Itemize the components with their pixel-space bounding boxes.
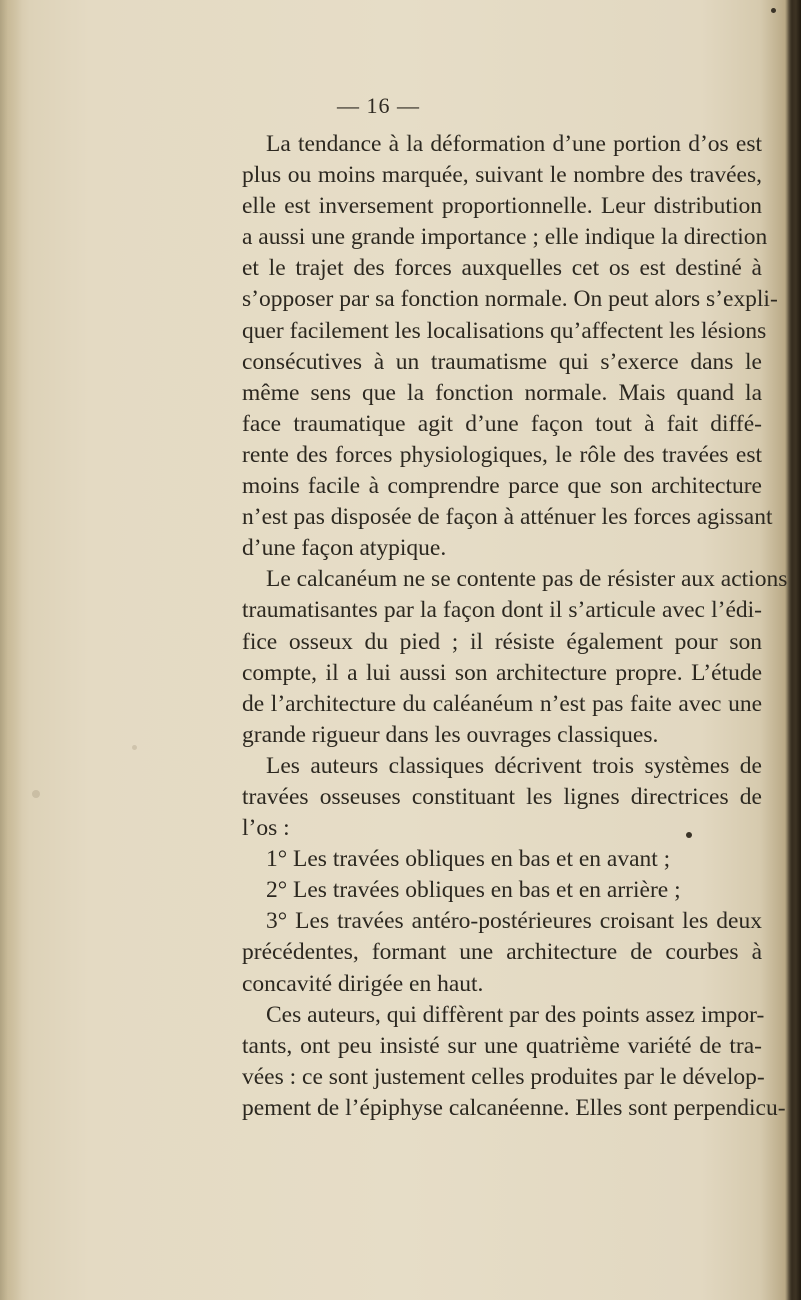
text-line: a aussi une grande importance ; elle indique la direction: [242, 224, 768, 251]
text-line: vées : ce sont justement celles produites par le dévelop-: [242, 1063, 765, 1090]
text-line: face traumatique agit d’une façon tout à fait diffé-: [242, 410, 762, 437]
text-line: La tendance à la déformation d’une portion d’os est: [266, 131, 762, 157]
paper-smudge: [32, 790, 40, 798]
text-line: Les auteurs classiques décrivent trois systèmes de: [266, 752, 762, 779]
text-line: de l’architecture du caléanéum n’est pas faite avec une: [242, 690, 762, 717]
text-line: s’opposer par sa fonction normale. On peut alors s’expli-: [242, 286, 778, 313]
paper-smudge: [132, 745, 137, 750]
text-line: travées osseuses constituant les lignes directrices de: [242, 783, 762, 810]
text-line: fice osseux du pied ; il résiste également pour son: [242, 628, 762, 655]
text-line: d’une façon atypique.: [242, 535, 447, 562]
list-item: 1° Les travées obliques en bas et en avant ;: [266, 846, 671, 873]
text-line: l’os :: [242, 815, 290, 842]
text-line: moins facile à comprendre parce que son architecture: [242, 473, 762, 500]
text-line: quer facilement les localisations qu’affectent les lésions: [242, 317, 767, 344]
text-line: précédentes, formant une architecture de courbes à: [242, 939, 762, 966]
ink-speck: [771, 8, 776, 13]
text-line: Le calcanéum ne se contente pas de résister aux actions: [266, 566, 788, 593]
text-line: concavité dirigée en haut.: [242, 970, 484, 997]
text-line: n’est pas disposée de façon à atténuer les forces agissant: [242, 504, 773, 531]
text-line: rente des forces physiologiques, le rôle des travées est: [242, 441, 762, 468]
text-line: elle est inversement proportionnelle. Leur distribution: [242, 193, 762, 220]
page-left-edge: [0, 0, 22, 1300]
text-line: et le trajet des forces auxquelles cet os est destiné à: [242, 255, 762, 282]
list-item: 2° Les travées obliques en bas et en arrière ;: [266, 877, 681, 904]
text-line: Ces auteurs, qui diffèrent par des points assez impor-: [266, 1001, 765, 1028]
body-text: [242, 129, 788, 1124]
text-line: même sens que la fonction normale. Mais quand la: [242, 379, 762, 406]
text-line: traumatisantes par la façon dont il s’articule avec l’édi-: [242, 597, 762, 624]
text-line: compte, il a lui aussi son architecture propre. L’étude: [242, 659, 762, 686]
text-line: grande rigueur dans les ouvrages classiques.: [242, 721, 659, 748]
page-number: — 16 —: [337, 93, 420, 118]
text-line: pement de l’épiphyse calcanéenne. Elles sont perpendicu-: [242, 1094, 786, 1121]
book-gutter-shadow: [787, 0, 801, 1300]
text-line: consécutives à un traumatisme qui s’exerce dans le: [242, 348, 762, 375]
text-line: plus ou moins marquée, suivant le nombre des travées,: [242, 162, 762, 189]
text-line: tants, ont peu insisté sur une quatrième variété de tra-: [242, 1032, 762, 1059]
list-item: 3° Les travées antéro-postérieures croisant les deux: [266, 908, 762, 935]
